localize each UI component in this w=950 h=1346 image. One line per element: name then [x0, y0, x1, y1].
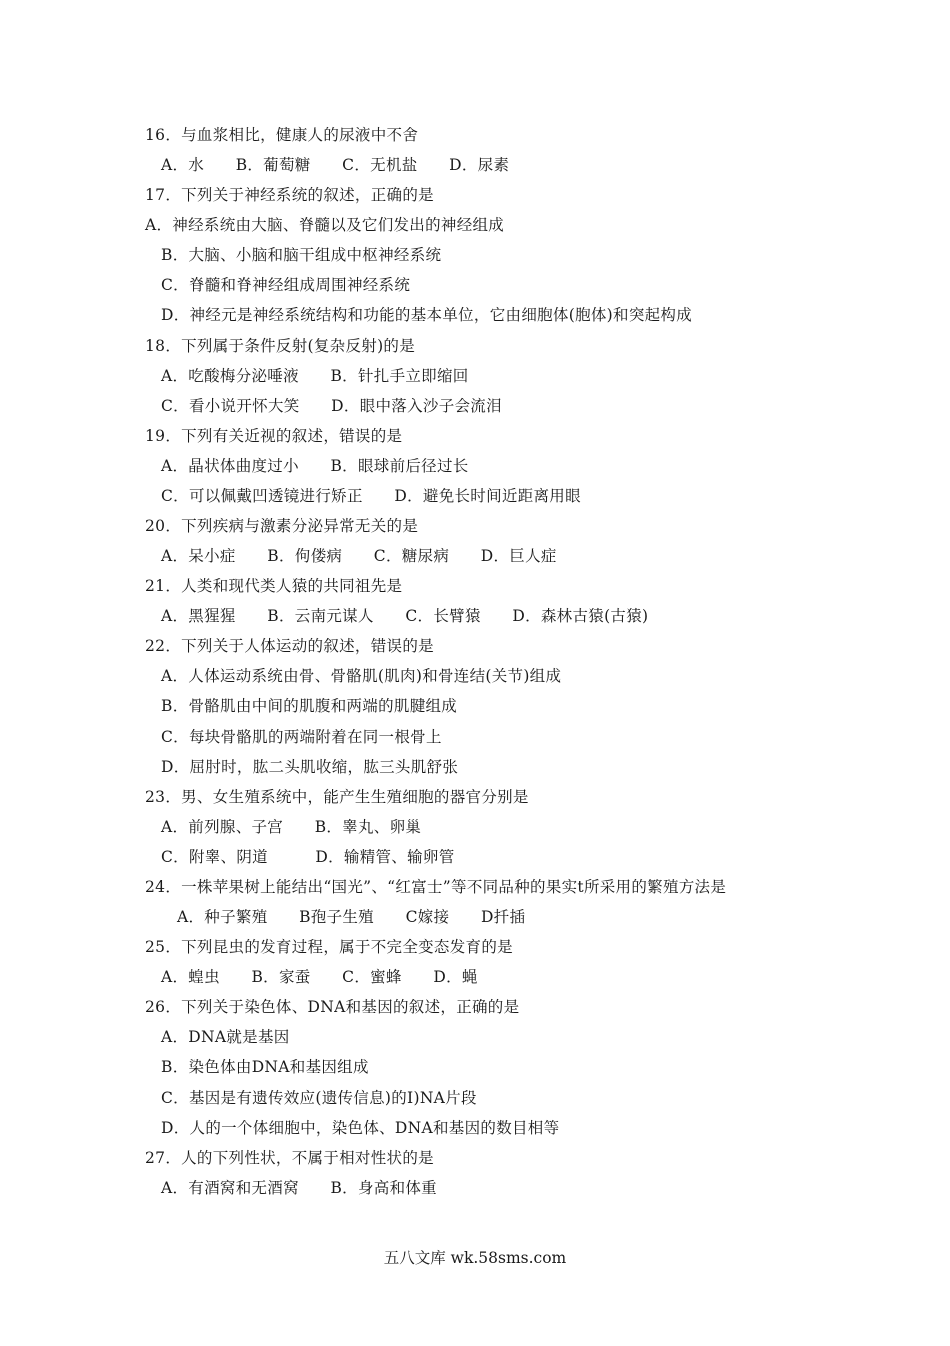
question-22-option-a: A．人体运动系统由骨、骨骼肌(肌肉)和骨连结(关节)组成	[161, 667, 562, 685]
question-23-stem: 23．男、女生殖系统中，能产生生殖细胞的器官分别是	[145, 788, 529, 806]
question-22-option-d: D．屈肘时，肱二头肌收缩，肱三头肌舒张	[161, 758, 459, 776]
question-26-stem: 26．下列关于染色体、DNA和基因的叙述，正确的是	[145, 998, 520, 1016]
question-17-option-b: B．大脑、小脑和脑干组成中枢神经系统	[161, 246, 442, 264]
question-18-stem: 18．下列属于条件反射(复杂反射)的是	[145, 337, 416, 355]
question-22-option-b: B．骨骼肌由中间的肌腹和两端的肌腱组成	[161, 697, 458, 715]
question-20-options: A．呆小症 B．佝偻病 C．糖尿病 D．巨人症	[161, 547, 557, 565]
question-22-stem: 22．下列关于人体运动的叙述，错误的是	[145, 637, 434, 655]
question-21-stem: 21．人类和现代类人猿的共同祖先是	[145, 577, 403, 595]
question-27-stem: 27．人的下列性状，不属于相对性状的是	[145, 1149, 434, 1167]
question-19-options-ab: A．晶状体曲度过小 B．眼球前后径过长	[161, 457, 469, 475]
question-24-stem: 24．一株苹果树上能结出“国光”、“红富士”等不同品种的果实t所采用的繁殖方法是	[145, 878, 727, 896]
question-19-stem: 19．下列有关近视的叙述，错误的是	[145, 427, 403, 445]
question-24-options: A．种子繁殖 B孢子生殖 C嫁接 D扦插	[177, 908, 526, 926]
question-26-option-d: D．人的一个体细胞中，染色体、DNA和基因的数目相等	[161, 1119, 560, 1137]
question-27-options: A．有酒窝和无酒窝 B．身高和体重	[161, 1179, 437, 1197]
question-23-options-cd: C．附睾、阴道 D．输精管、输卵管	[161, 848, 455, 866]
question-22-option-c: C．每块骨骼肌的两端附着在同一根骨上	[161, 728, 442, 746]
question-26-option-c: C．基因是有遗传效应(遗传信息)的I)NA片段	[161, 1089, 477, 1107]
question-26-option-b: B．染色体由DNA和基因组成	[161, 1058, 369, 1076]
page-footer: 五八文库 wk.58sms.com	[383, 1249, 567, 1267]
question-25-stem: 25．下列昆虫的发育过程，属于不完全变态发育的是	[145, 938, 513, 956]
question-18-options-cd: C．看小说开怀大笑 D．眼中落入沙子会流泪	[161, 397, 502, 415]
question-20-stem: 20．下列疾病与激素分泌异常无关的是	[145, 517, 419, 535]
question-17-option-c: C．脊髓和脊神经组成周围神经系统	[161, 276, 411, 294]
question-25-options: A．蝗虫 B．家蚕 C．蜜蜂 D．蝇	[161, 968, 478, 986]
question-16-stem: 16．与血浆相比，健康人的尿液中不舍	[145, 126, 419, 144]
question-17-option-d: D．神经元是神经系统结构和功能的基本单位，它由细胞体(胞体)和突起构成	[161, 306, 693, 324]
question-21-options: A．黑猩猩 B．云南元谋人 C．长臂猿 D．森林古猿(古猿)	[161, 607, 649, 625]
question-17-option-a: A．神经系统由大脑、脊髓以及它们发出的神经组成	[145, 216, 505, 234]
question-26-option-a: A．DNA就是基因	[161, 1028, 290, 1046]
question-23-options-ab: A．前列腺、子宫 B．睾丸、卵巢	[161, 818, 422, 836]
question-18-options-ab: A．吃酸梅分泌唾液 B．针扎手立即缩回	[161, 367, 469, 385]
question-17-stem: 17．下列关于神经系统的叙述，正确的是	[145, 186, 434, 204]
question-16-options: A．水 B．葡萄糖 C．无机盐 D．尿素	[161, 156, 510, 174]
question-19-options-cd: C．可以佩戴凹透镜进行矫正 D．避免长时间近距离用眼	[161, 487, 581, 505]
